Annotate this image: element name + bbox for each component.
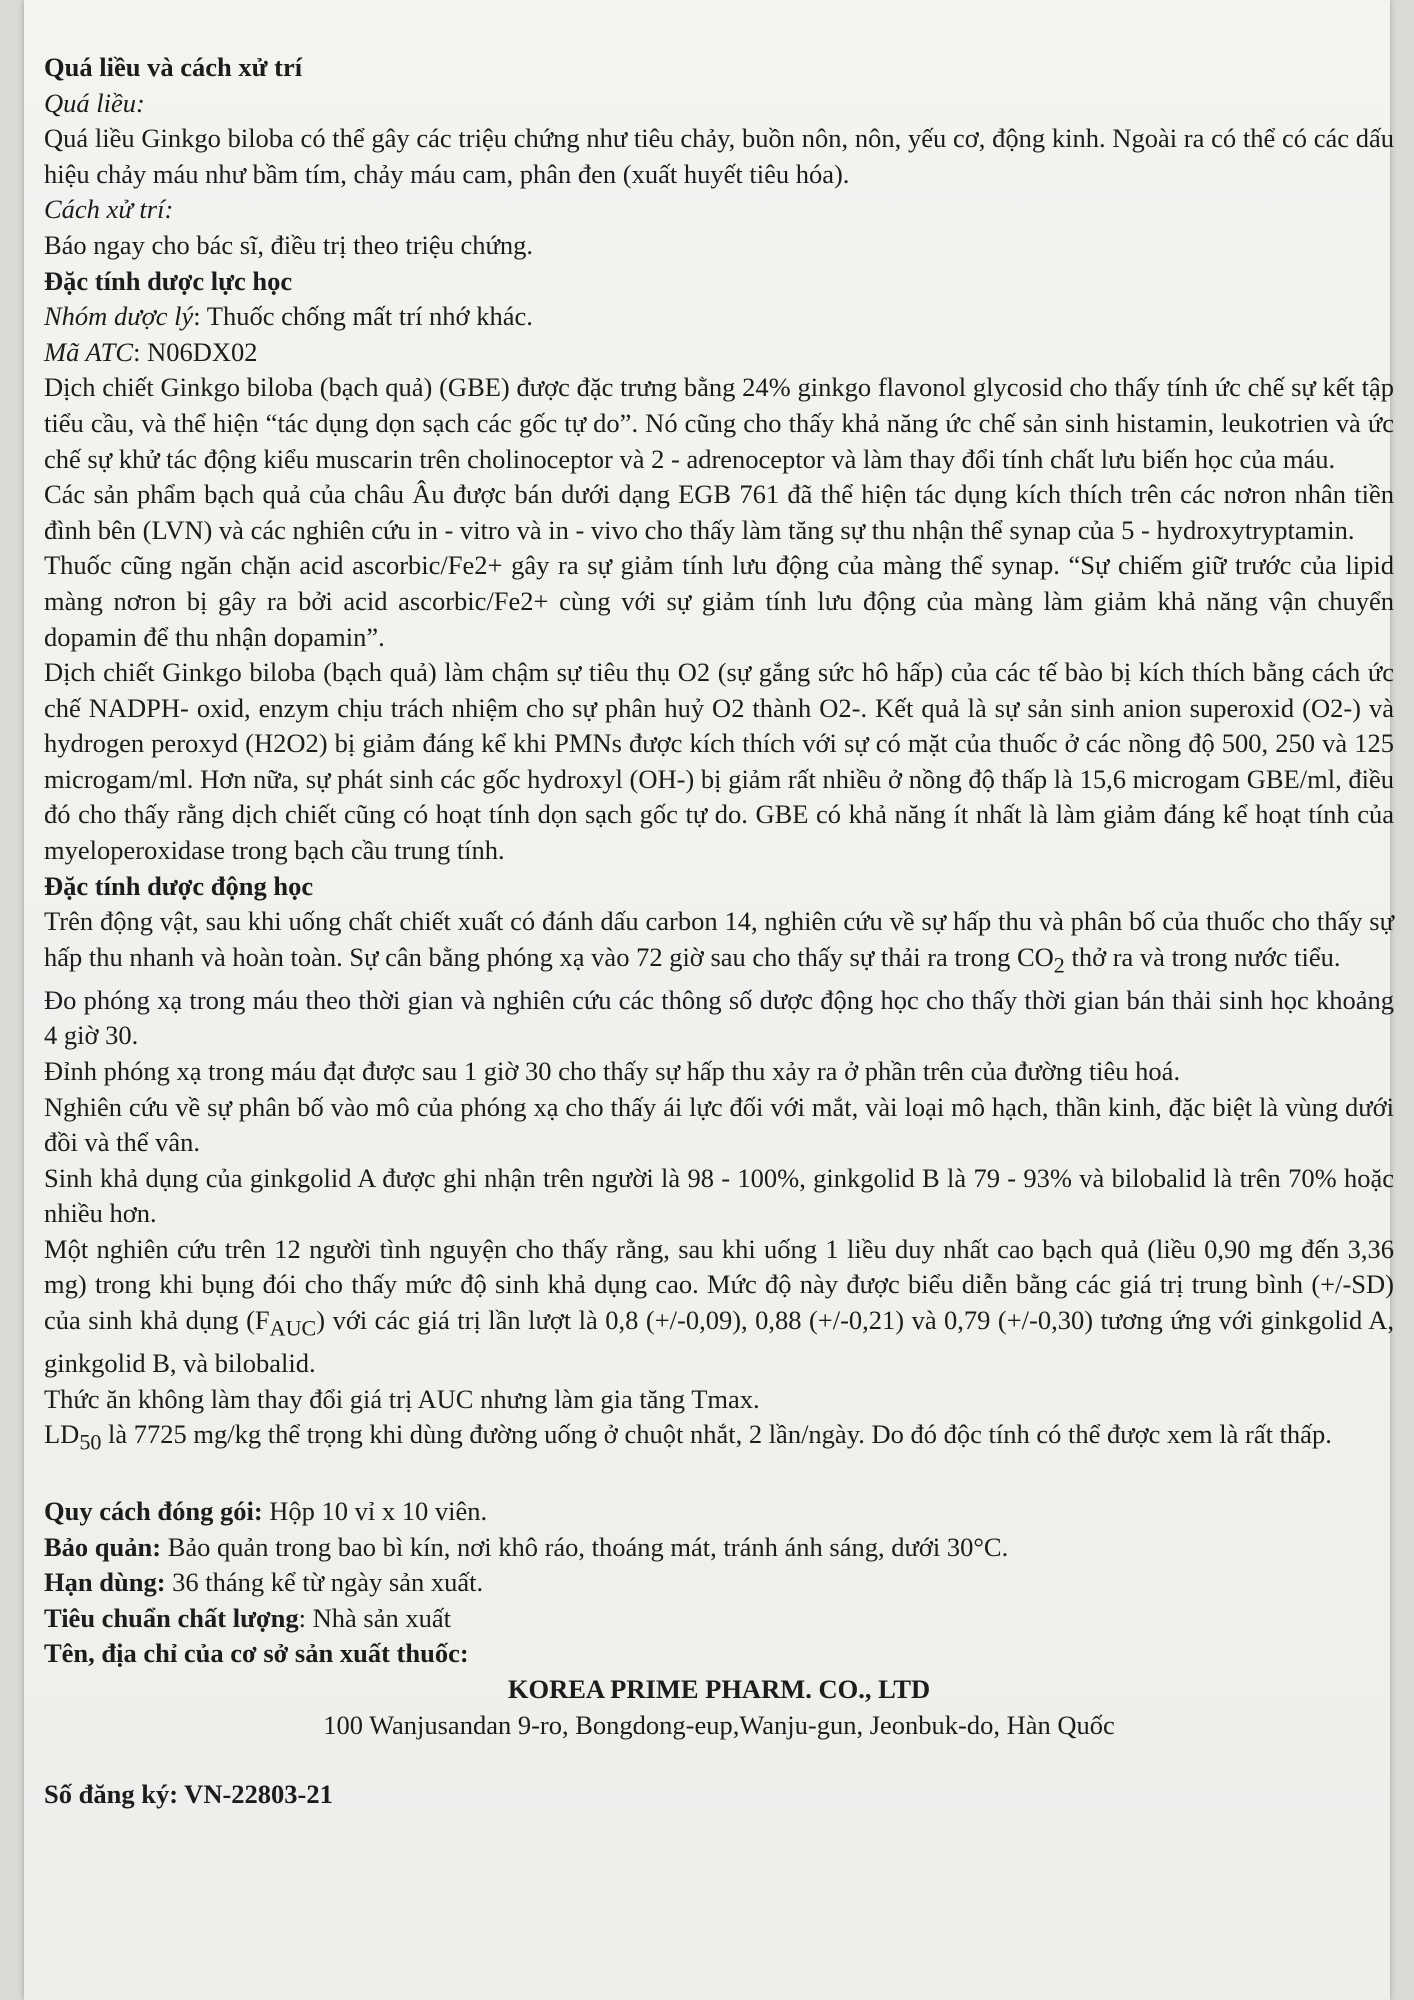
- section-spacer: [44, 1460, 1394, 1494]
- quality-standard-line: [44, 1601, 1394, 1637]
- pharmacokinetics-paragraph-3: Đỉnh phóng xạ trong máu đạt được sau 1 giờ 30 cho thấy sự hấp thu xảy ra ở phần trên của đường tiêu hoá.: [44, 1055, 1181, 1086]
- pk-p1-subscript: 2: [1053, 952, 1065, 978]
- packaging-line: [44, 1494, 1394, 1530]
- quality-standard-value: : Nhà sản xuất: [298, 1602, 452, 1633]
- pharmacokinetics-paragraph-8: [44, 1417, 1394, 1460]
- pk-p8-text-a: LD: [44, 1419, 80, 1450]
- registration-value: VN-22803-21: [178, 1779, 333, 1810]
- shelf-life-label: Hạn dùng:: [44, 1567, 166, 1598]
- pk-p6-text-b: ) với các giá trị lần lượt là 0,8 (+/-0,09), 0,88 (+/-0,21) và 0,79 (+/-0,30) tương ứng với ginkgolid A, ginkgolid B, và bilobalid.: [44, 1305, 1395, 1378]
- pk-p8-text-b: là 7725 mg/kg thể trọng khi dùng đường uống ở chuột nhắt, 2 lần/ngày. Do đó độc tính có thể được xem là rất thấp.: [101, 1419, 1332, 1450]
- pharmacologic-group-label: Nhóm dược lý: [44, 301, 194, 332]
- pharmacokinetics-paragraph-5: Sinh khả dụng của ginkgolid A được ghi nhận trên người là 98 - 100%, ginkgolid B là 79 - 93% và bilobalid là trên 70% hoặc nhiều hơn.: [44, 1162, 1394, 1229]
- atc-code-label: Mã ATC: [44, 336, 134, 367]
- pk-p1-text-a: Trên động vật, sau khi uống chất chiết xuất có đánh dấu carbon 14, nghiên cứu về sự hấp thu và phân bố của thuốc cho thấy sự hấp thu nhanh và hoàn toàn. Sự cân bằng phóng xạ vào 72 giờ sau cho thấy sự thải ra trong CO: [44, 906, 1394, 972]
- overdose-text: Quá liều Ginkgo biloba có thể gây các triệu chứng như tiêu chảy, buồn nôn, nôn, yếu cơ, động kinh. Ngoài ra có thể có các dấu hiệu chảy máu như bầm tím, chảy máu cam, phân đen (xuất huyết tiêu hóa).: [44, 123, 1394, 189]
- pharmacodynamics-paragraph-4: Dịch chiết Ginkgo biloba (bạch quả) làm chậm sự tiêu thụ O2 (sự gắng sức hô hấp) của các tế bào bị kích thích bằng cách ức chế NADPH- oxid, enzym chịu trách nhiệm cho sự phân huỷ O2 thành O2-. Kết quả là sự sản sinh anion superoxid (O2-) và hydrogen peroxyd (H2O2) bị giảm đáng kể khi PMNs được kích thích với sự có mặt của thuốc ở các nồng độ 500, 250 và 125 microgam/ml. Hơn nữa, sự phát sinh các gốc hydroxyl (OH-) bị giảm rất nhiều ở nồng độ thấp là 15,6 microgam GBE/ml, điều đó cho thấy rằng dịch chiết cũng có hoạt tính dọn sạch gốc tự do. GBE có khả năng ít nhất là làm giảm đáng kể hoạt tính của myeloperoxidase trong bạch cầu trung tính.: [44, 657, 1394, 866]
- pharmacokinetics-paragraph-2: Đo phóng xạ trong máu theo thời gian và nghiên cứu các thông số dược động học cho thấy thời gian bán thải sinh học khoảng 4 giờ 30.: [44, 984, 1394, 1051]
- pharmacokinetics-paragraph-4: Nghiên cứu về sự phân bố vào mô của phóng xạ cho thấy ái lực đối với mắt, vài loại mô hạch, thần kinh, đặc biệt là vùng dưới đồi và thể vân.: [44, 1091, 1394, 1158]
- pk-p6-text-a: Một nghiên cứu trên 12 người tình nguyện cho thấy rằng, sau khi uống 1 liều duy nhất cao bạch quả (liều 0,90 mg đến 3,36 mg) trong khi bụng đói cho thấy mức độ sinh khả dụng cao. Mức độ này được biểu diễn bằng các giá trị trung bình (+/-SD) của sinh khả dụng (F: [44, 1233, 1394, 1336]
- pharmacokinetics-paragraph-1: [44, 904, 1394, 982]
- shelf-life-line: [44, 1565, 1394, 1601]
- pharmacodynamics-paragraph-1: Dịch chiết Ginkgo biloba (bạch quả) (GBE) được đặc trưng bằng 24% ginkgo flavonol glycosid cho thấy tính ức chế sự kết tập tiểu cầu, và thể hiện “tác dụng dọn sạch các gốc tự do”. Nó cũng cho thấy khả năng ức chế sản sinh histamin, leukotrien và ức chế sự khử tác động kiểu muscarin trên cholinoceptor và 2 - adrenoceptor và làm thay đổi tính chất lưu biến học của máu.: [44, 372, 1394, 474]
- registration-label: Số đăng ký:: [44, 1779, 179, 1810]
- storage-line: [44, 1530, 1394, 1566]
- pk-p6-subscript: AUC: [269, 1315, 317, 1341]
- shelf-life-value: 36 tháng kể từ ngày sản xuất.: [165, 1567, 484, 1598]
- overdose-heading: Quá liều và cách xử trí: [44, 52, 303, 82]
- pk-p1-text-b: thở ra và trong nước tiểu.: [1064, 941, 1341, 972]
- pharmacokinetics-paragraph-7: Thức ăn không làm thay đổi giá trị AUC nhưng làm gia tăng Tmax.: [44, 1383, 760, 1414]
- pharmacodynamics-paragraph-3: Thuốc cũng ngăn chặn acid ascorbic/Fe2+ gây ra sự giảm tính lưu động của màng thể synap. “Sự chiếm giữ trước của lipid màng nơron bị gây ra bởi acid ascorbic/Fe2+ cùng với sự giảm tính lưu động của màng làm giảm khả năng vận chuyển dopamin để thu nhận dopamin”.: [44, 550, 1394, 652]
- quality-standard-label: Tiêu chuẩn chất lượng: [44, 1602, 299, 1633]
- pharmacokinetics-paragraph-6: [44, 1232, 1394, 1382]
- overdose-label: Quá liều:: [44, 87, 145, 118]
- pharmacologic-group-value: : Thuốc chống mất trí nhớ khác.: [193, 301, 533, 332]
- manufacturer-name: KOREA PRIME PHARM. CO., LTD: [507, 1674, 931, 1705]
- storage-value: Bảo quản trong bao bì kín, nơi khô ráo, thoáng mát, tránh ánh sáng, dưới 30°C.: [161, 1531, 1009, 1562]
- atc-code: [44, 335, 1394, 371]
- storage-label: Bảo quản:: [44, 1531, 162, 1562]
- treatment-text: Báo ngay cho bác sĩ, điều trị theo triệu chứng.: [44, 229, 534, 260]
- pharmacologic-group: [44, 299, 1394, 335]
- packaging-value: Hộp 10 vỉ x 10 viên.: [262, 1496, 488, 1527]
- manufacturer-label: Tên, địa chỉ của cơ sở sản xuất thuốc:: [44, 1638, 469, 1669]
- pharmacokinetics-heading: Đặc tính dược động học: [44, 870, 314, 901]
- registration-line: [44, 1777, 1394, 1813]
- manufacturer-address: 100 Wanjusandan 9-ro, Bongdong-eup,Wanju-gun, Jeonbuk-do, Hàn Quốc: [323, 1709, 1115, 1740]
- atc-code-value: : N06DX02: [133, 336, 258, 367]
- pk-p8-subscript: 50: [79, 1429, 102, 1455]
- pharmacodynamics-heading: Đặc tính dược lực học: [44, 265, 293, 296]
- leaflet-page: [24, 0, 1395, 2000]
- treatment-label: Cách xử trí:: [44, 194, 174, 225]
- leaflet-content: [44, 50, 1394, 1813]
- section-spacer-2: [44, 1743, 1394, 1777]
- pharmacodynamics-paragraph-2: Các sản phẩm bạch quả của châu Âu được bán dưới dạng EGB 761 đã thể hiện tác dụng kích thích trên các nơron nhân tiền đình bên (LVN) và các nghiên cứu in - vitro và in - vivo cho thấy làm tăng sự thu nhận thể synap của 5 - hydroxytryptamin.: [44, 479, 1394, 545]
- packaging-label: Quy cách đóng gói:: [44, 1496, 263, 1527]
